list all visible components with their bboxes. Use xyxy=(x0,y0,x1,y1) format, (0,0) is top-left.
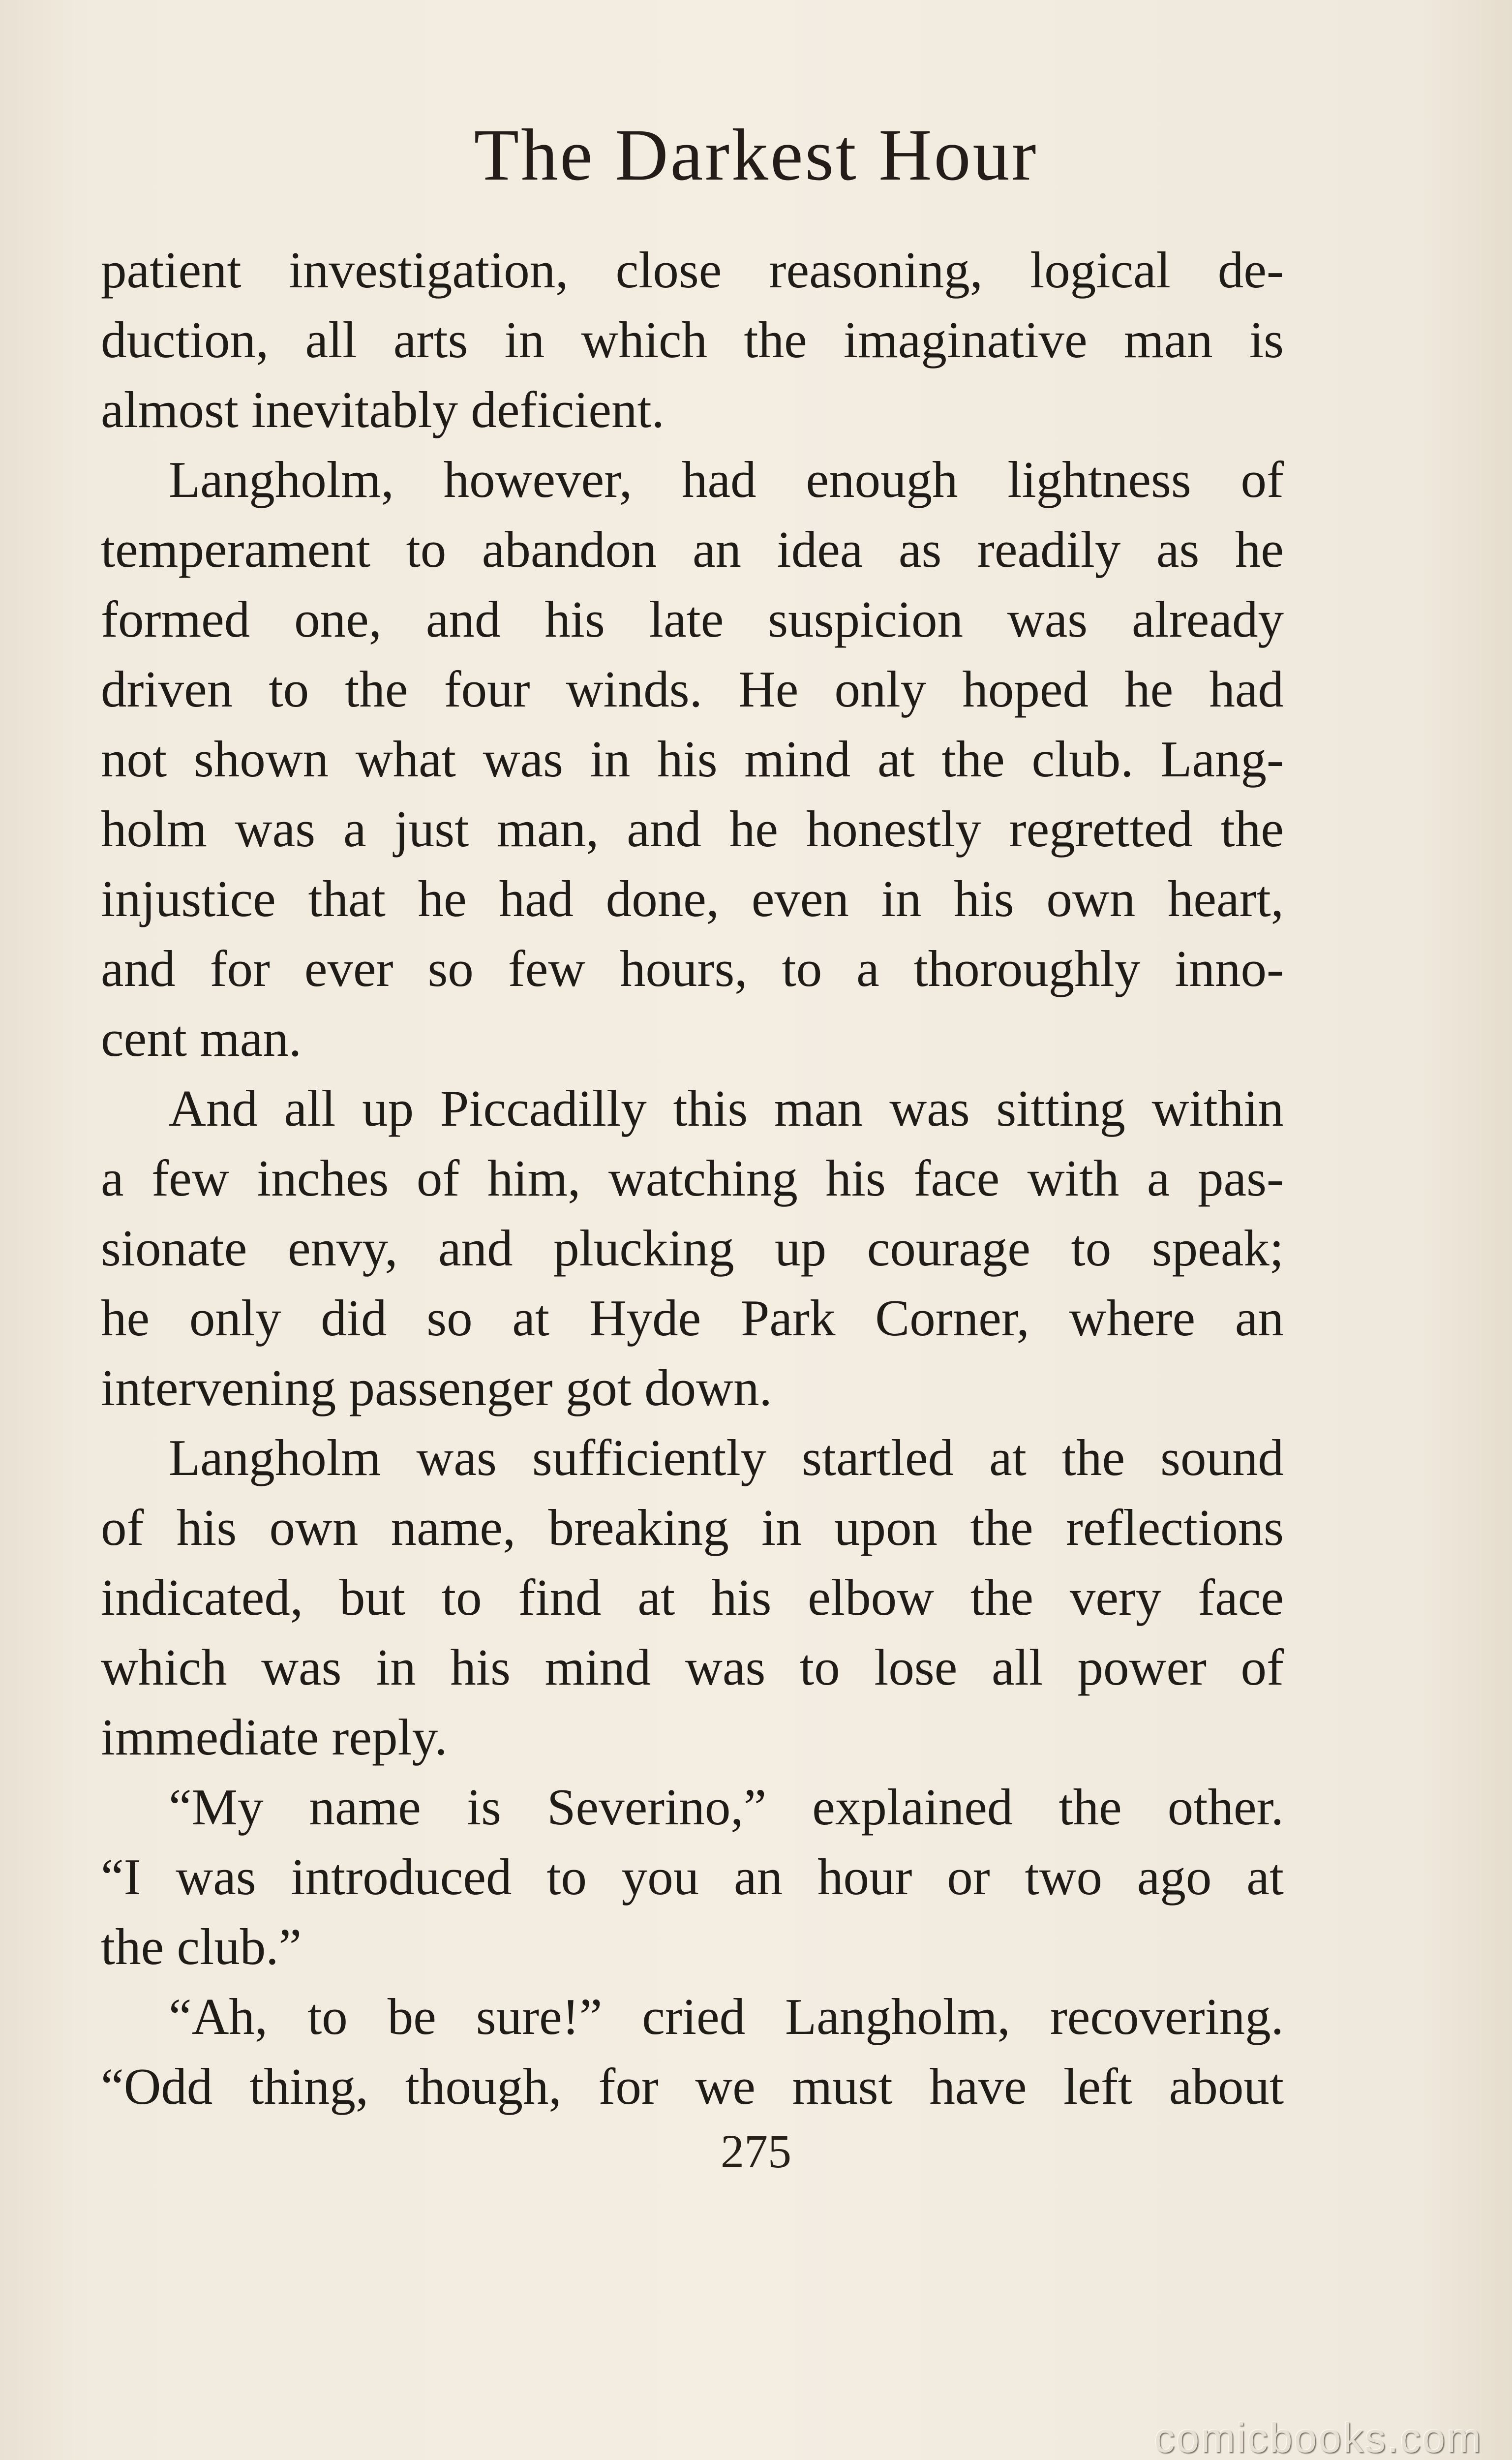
text-line: “Odd thing, though, for we must have left about xyxy=(101,2058,1284,2115)
text-line: “Ah, to be sure!” cried Langholm, recovering. xyxy=(169,1988,1284,2045)
text-line: And all up Piccadilly this man was sitting within xyxy=(169,1079,1284,1137)
watermark: comicbooks.com xyxy=(1154,2415,1482,2460)
running-head: The Darkest Hour xyxy=(474,114,1038,196)
body-text xyxy=(101,235,1284,2122)
text-line: and for ever so few hours, to a thoroughly inno- xyxy=(101,940,1284,997)
text-line: sionate envy, and plucking up courage to speak; xyxy=(101,1219,1284,1277)
text-line: injustice that he had done, even in his own heart, xyxy=(101,870,1284,927)
text-line: “My name is Severino,” explained the other. xyxy=(169,1778,1284,1836)
text-line: intervening passenger got down. xyxy=(101,1359,772,1416)
text-line: patient investigation, close reasoning, logical de- xyxy=(101,241,1284,299)
text-line: duction, all arts in which the imaginative man is xyxy=(101,311,1284,369)
text-line: he only did so at Hyde Park Corner, where an xyxy=(101,1289,1284,1347)
text-line: of his own name, breaking in upon the reflections xyxy=(101,1499,1284,1556)
text-line: holm was a just man, and he honestly regretted the xyxy=(101,800,1284,858)
text-line: “I was introduced to you an hour or two ago at xyxy=(101,1848,1284,1906)
text-line: a few inches of him, watching his face with a pas- xyxy=(101,1149,1284,1207)
text-line: formed one, and his late suspicion was already xyxy=(101,590,1284,648)
text-line: not shown what was in his mind at the club. Lang- xyxy=(101,730,1284,788)
text-line: the club.” xyxy=(101,1918,302,1975)
text-line: driven to the four winds. He only hoped he had xyxy=(101,660,1284,718)
page-number: 275 xyxy=(721,2125,791,2178)
text-line: immediate reply. xyxy=(101,1708,448,1766)
text-line: Langholm, however, had enough lightness of xyxy=(169,451,1284,508)
text-line: indicated, but to find at his elbow the very face xyxy=(101,1568,1284,1626)
text-line: temperament to abandon an idea as readily as he xyxy=(101,521,1284,578)
text-line: cent man. xyxy=(101,1010,302,1067)
text-line: which was in his mind was to lose all power of xyxy=(101,1638,1284,1696)
text-line: almost inevitably deficient. xyxy=(101,381,665,438)
text-line: Langholm was sufficiently startled at the sound xyxy=(169,1429,1284,1486)
